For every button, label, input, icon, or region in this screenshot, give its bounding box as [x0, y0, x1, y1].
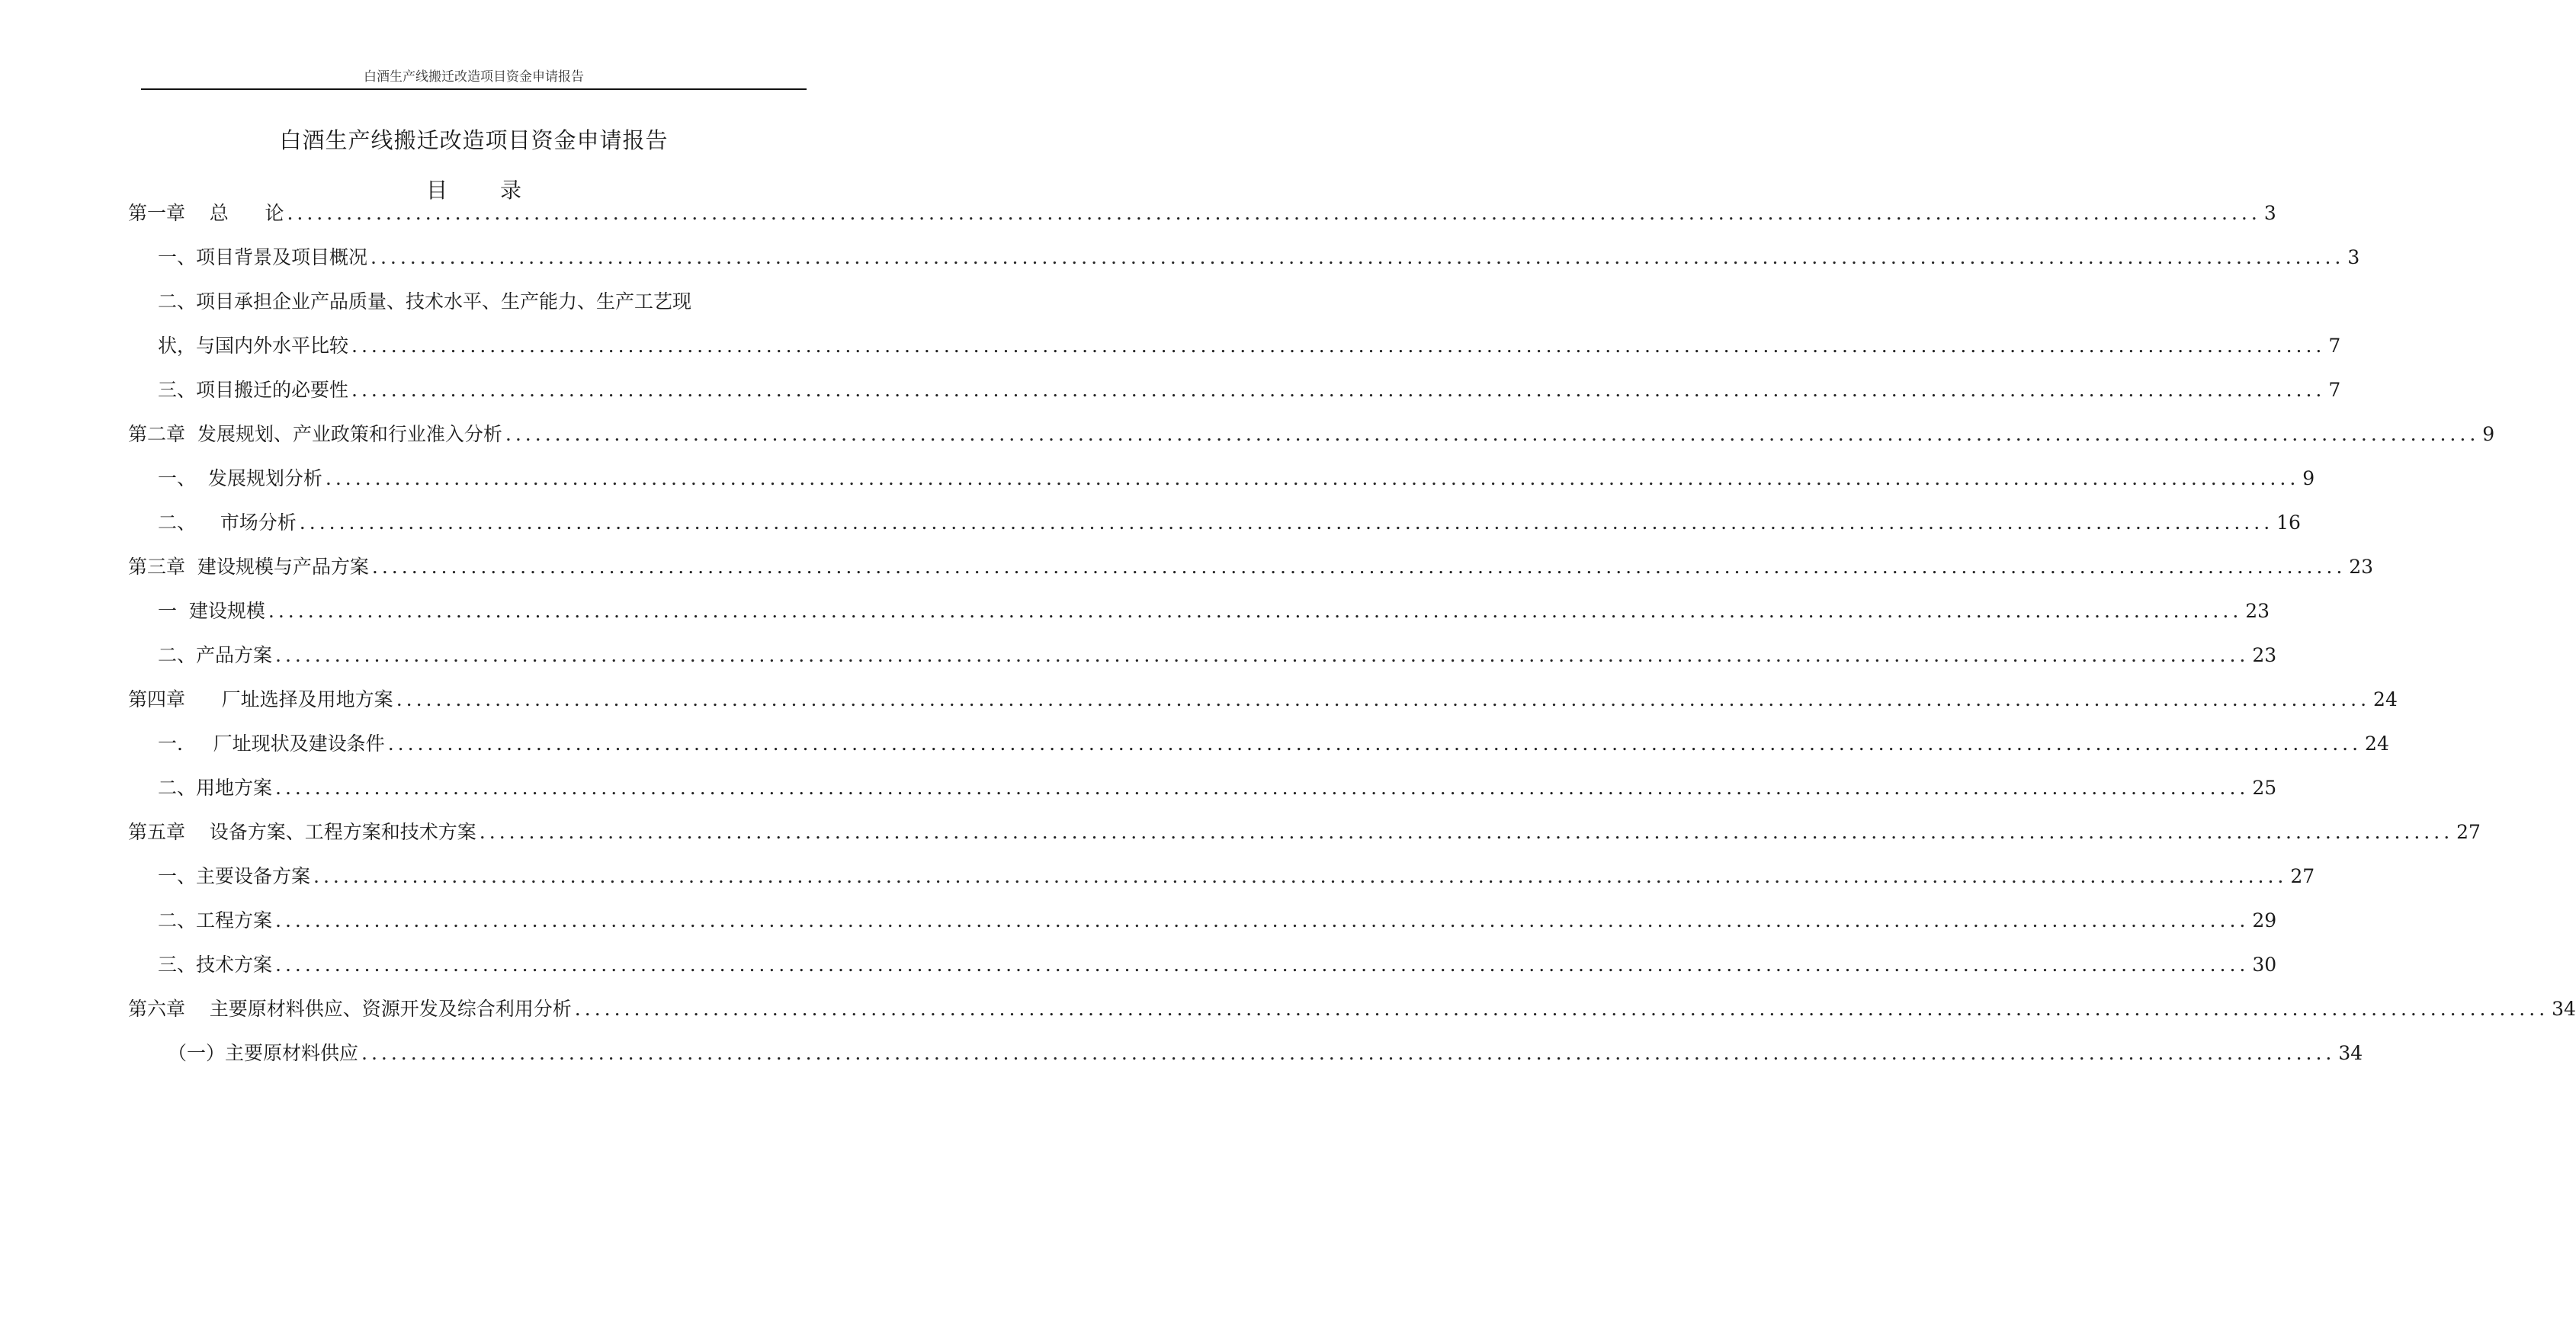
toc-entry-chapter[interactable] [128, 994, 2576, 1024]
toc-leader-dots: ........................................................................................................................................................................................................ [275, 954, 2250, 976]
toc-entry-section[interactable] [158, 508, 2301, 538]
toc-leader-dots: ........................................................................................................................................................................................................ [479, 821, 2454, 843]
toc-page-number: 34 [2552, 998, 2576, 1020]
toc-entry-text: 状，与国内外水平比较 [158, 335, 349, 357]
toc-page-number: 3 [2263, 202, 2276, 224]
toc-leader-dots: ........................................................................................................................................................................................................ [371, 246, 2345, 268]
toc-leader-dots: ........................................................................................................................................................................................................ [574, 998, 2549, 1020]
toc-entry-section[interactable] [158, 861, 2315, 892]
toc-entry-text: 一. 厂址现状及建设条件 [158, 733, 385, 755]
toc-leader-dots: ........................................................................................................................................................................................................ [387, 733, 2363, 755]
toc-leader-dots: ........................................................................................................................................................................................................ [268, 600, 2243, 622]
toc-entry-text: 一、项目背景及项目概况 [158, 246, 368, 268]
toc-entry-text: 一、 发展规划分析 [158, 467, 322, 489]
toc-entry-text: 三、项目搬迁的必要性 [158, 379, 349, 401]
running-header: 白酒生产线搬迁改造项目资金申请报告 [364, 69, 584, 85]
toc-leader-dots: ........................................................................................................................................................................................................ [287, 202, 2261, 224]
toc-entry-text: （一）主要原材料供应 [168, 1042, 359, 1064]
toc-page-number: 23 [2252, 644, 2277, 666]
toc-entry-text: 二、用地方案 [158, 777, 273, 799]
toc-page-number: 29 [2252, 909, 2277, 931]
toc-page-number: 34 [2338, 1042, 2363, 1064]
toc-page-number: 7 [2328, 335, 2341, 357]
toc-entry-section[interactable] [158, 375, 2341, 406]
toc-leader-dots: ........................................................................................................................................................................................................ [505, 423, 2480, 445]
toc-entry-text: 第二章 发展规划、产业政策和行业准入分析 [128, 423, 502, 445]
toc-entry-text: 一、主要设备方案 [158, 865, 311, 887]
toc-entry-section[interactable] [158, 950, 2277, 980]
toc-page-number: 16 [2276, 511, 2301, 534]
toc-entry-section[interactable] [158, 729, 2389, 759]
toc-page-number: 24 [2373, 688, 2398, 710]
toc-entry-text: 二、产品方案 [158, 644, 273, 666]
toc-entry-section[interactable] [158, 773, 2277, 803]
toc-page-number: 9 [2302, 467, 2315, 489]
toc-entry-text: 第四章 厂址选择及用地方案 [128, 688, 393, 710]
toc-entry-chapter[interactable] [128, 685, 2398, 715]
toc-leader-dots: ........................................................................................................................................................................................................ [351, 335, 2326, 357]
toc-page-number: 24 [2365, 733, 2389, 755]
toc-entry-text: 第六章 主要原材料供应、资源开发及综合利用分析 [128, 998, 572, 1020]
toc-entry-text: 第三章 建设规模与产品方案 [128, 556, 369, 578]
toc-page-number: 23 [2349, 556, 2374, 578]
toc-leader-dots: ........................................................................................................................................................................................................ [275, 777, 2250, 799]
toc-page-number: 3 [2347, 246, 2360, 268]
toc-leader-dots: ........................................................................................................................................................................................................ [351, 379, 2326, 401]
toc-leader-dots: ........................................................................................................................................................................................................ [275, 909, 2250, 931]
toc-entry-section[interactable] [158, 287, 807, 317]
toc-entry-text: 二、项目承担企业产品质量、技术水平、生产能力、生产工艺现 [158, 290, 692, 313]
toc-entry-section[interactable] [158, 463, 2315, 494]
toc-entry-chapter[interactable] [128, 198, 2276, 229]
toc-entry-text: 三、技术方案 [158, 954, 273, 976]
toc-entry-text: 第五章 设备方案、工程方案和技术方案 [128, 821, 476, 843]
toc-page-number: 9 [2482, 423, 2495, 445]
toc-entry-section[interactable] [158, 906, 2277, 936]
toc-entry-chapter[interactable] [128, 419, 2495, 450]
toc-heading: 目 录 [426, 178, 544, 203]
toc-page-number: 27 [2290, 865, 2315, 887]
toc-leader-dots: ........................................................................................................................................................................................................ [371, 556, 2347, 578]
toc-entry-section[interactable] [158, 640, 2277, 671]
toc-entry-chapter[interactable] [128, 817, 2481, 848]
toc-leader-dots: ........................................................................................................................................................................................................ [299, 511, 2274, 534]
toc-page-number: 25 [2252, 777, 2277, 799]
toc-leader-dots: ........................................................................................................................................................................................................ [313, 865, 2288, 887]
toc-entry-chapter[interactable] [128, 552, 2374, 582]
toc-entry-text: 二、工程方案 [158, 909, 273, 931]
toc-leader-dots: ........................................................................................................................................................................................................ [361, 1042, 2336, 1064]
toc-leader-dots: ........................................................................................................................................................................................................ [275, 644, 2250, 666]
toc-entry-subsection[interactable] [168, 1038, 2363, 1069]
toc-entry-text: 二、 市场分析 [158, 511, 297, 534]
toc-entry-text: 一 建设规模 [158, 600, 265, 622]
header-rule [141, 88, 807, 90]
toc-entry-text: 第一章 总 论 [128, 202, 284, 224]
toc-page-number: 30 [2252, 954, 2277, 976]
document-title: 白酒生产线搬迁改造项目资金申请报告 [279, 127, 669, 153]
toc-page-number: 7 [2328, 379, 2341, 401]
toc-leader-dots: ........................................................................................................................................................................................................ [396, 688, 2371, 710]
toc-entry-section-continued[interactable] [158, 331, 2341, 361]
toc-page-number: 27 [2456, 821, 2481, 843]
toc-leader-dots: ........................................................................................................................................................................................................ [325, 467, 2300, 489]
toc-entry-section[interactable] [158, 242, 2360, 273]
toc-page-number: 23 [2245, 600, 2270, 622]
toc-entry-section[interactable] [158, 596, 2270, 627]
